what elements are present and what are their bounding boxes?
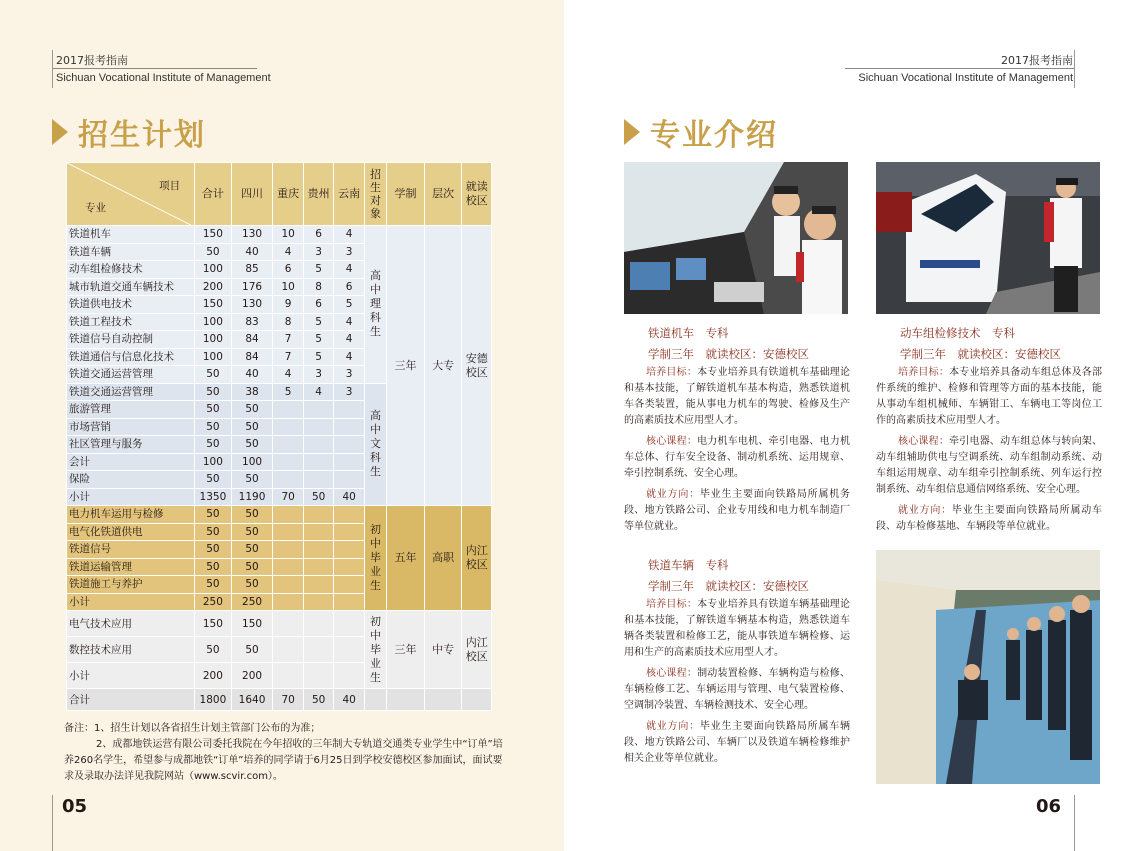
col-chongqing: 重庆 (273, 163, 304, 226)
header-side-rule (52, 50, 53, 88)
table-row: 铁道运输管理 50 50 (67, 558, 492, 576)
col-sichuan: 四川 (231, 163, 273, 226)
table-row: 铁道工程技术 100 83 8 5 4 (67, 313, 492, 331)
table-row-subtotal: 小计 250 250 (67, 593, 492, 611)
major-meta-rolling-stock: 学制三年 就读校区：安德校区 (648, 579, 809, 593)
page-number-left: 05 (62, 796, 88, 817)
header-divider (52, 68, 257, 69)
campus-neijiang-2: 内江校区 (462, 611, 492, 689)
years-3y: 三年 (387, 226, 425, 506)
campus-ande: 安德校区 (462, 226, 492, 506)
table-row-total: 合计 1800 1640 70 50 40 (67, 689, 492, 711)
right-page (564, 0, 1127, 851)
major-title-rolling-stock: 铁道车辆 专科 (648, 558, 729, 572)
header-institute-right: Sichuan Vocational Institute of Management (858, 72, 1073, 84)
header-side-rule-right (1074, 50, 1075, 88)
level-higher-vocational: 高职 (424, 506, 462, 611)
section-title-plan (52, 112, 206, 152)
section-title-majors (624, 112, 778, 152)
header-guide-title: 2017报考指南 (56, 54, 128, 67)
table-row: 会计 100 100 (67, 453, 492, 471)
major-desc-rolling-stock: 培养目标：本专业培养具有铁道车辆基础理论和基本技能，了解铁道车辆基本构造，熟悉铁道车辆各类装置和检修工艺，能从事铁道车辆检修、运用和生产的高素质技术应用型人才。 核心课程：制动装置检修、车辆构造与检修、车辆检修工艺、车辆运用与管理、电气装置检修、空调制冷装置、车辆检测技术、安全心理。 就业方向：毕业生主要面向铁路局所属车辆段、地方铁路公司、车辆厂以及铁道车辆检修维护相关企业等单位就业。 (624, 599, 851, 764)
table-header-row (67, 163, 492, 226)
table-row: 铁道交通运营管理 50 40 4 3 3 (67, 366, 492, 384)
table-row: 社区管理与服务 50 50 (67, 436, 492, 454)
table-row: 保险 50 50 (67, 471, 492, 489)
target-junior-2: 初中毕业生 (364, 611, 386, 689)
col-target: 招生对象 (364, 163, 386, 226)
table-row: 铁道施工与养护 50 50 (67, 576, 492, 594)
col-guizhou: 贵州 (303, 163, 334, 226)
campus-neijiang: 内江校区 (462, 506, 492, 611)
col-level: 层次 (424, 163, 462, 226)
table-row-subtotal: 小计 200 200 (67, 663, 492, 689)
table-row: 市场营销 50 50 (67, 418, 492, 436)
photo-train-inspection (876, 550, 1100, 784)
table-row: 铁道机车 150 130 10 6 4 高中理科生 三年 大专 安德校区 (67, 226, 492, 244)
col-yunnan: 云南 (334, 163, 365, 226)
years-3y-secondary: 三年 (387, 611, 425, 689)
footnote-2: 2、成都地铁运营有限公司委托我院在今年招收的三年制大专轨道交通类专业学生中“订单”培养260名学生，希望参与成都地铁“订单”培养的同学请于6月25日到学校安德校区参加面试，面试要求及录取办法详见我院网站（www.scvir.com）。 (64, 739, 503, 782)
level-college: 大专 (424, 226, 462, 506)
target-arts: 高中文科生 (364, 383, 386, 506)
col-total: 合计 (195, 163, 232, 226)
footnote (64, 721, 504, 785)
major-meta-locomotive: 学制三年 就读校区：安德校区 (648, 347, 809, 361)
header-item-label: 项目 (159, 180, 181, 192)
table-row: 电力机车运用与检修 50 50 初中毕业生 五年 高职 内江校区 (67, 506, 492, 524)
target-science: 高中理科生 (364, 226, 386, 384)
footer-side-rule (52, 795, 53, 851)
target-junior: 初中毕业生 (364, 506, 386, 611)
table-row: 旅游管理 50 50 (67, 401, 492, 419)
header-major-label: 专业 (85, 202, 106, 214)
header-institute: Sichuan Vocational Institute of Management (56, 72, 271, 84)
footer-side-rule-right (1074, 795, 1075, 851)
enrollment-plan-table (66, 162, 492, 711)
table-row-subtotal: 小计 1350 1190 70 50 40 (67, 488, 492, 506)
arrow-icon (624, 119, 640, 145)
major-title-emu: 动车组检修技术 专科 (900, 326, 1015, 340)
table-row: 铁道信号 50 50 (67, 541, 492, 559)
table-row: 城市轨道交通车辆技术 200 176 10 8 6 (67, 278, 492, 296)
table-row: 数控技术应用 50 50 (67, 637, 492, 663)
table-row: 铁道供电技术 150 130 9 6 5 (67, 296, 492, 314)
col-campus: 就读校区 (462, 163, 492, 226)
page-number-right: 06 (1035, 796, 1061, 817)
table-row: 铁道通信与信息化技术 100 84 7 5 4 (67, 348, 492, 366)
table-row: 动车组检修技术 100 85 6 5 4 (67, 261, 492, 279)
photo-locomotive-cab (624, 162, 848, 314)
table-row: 铁道交通运营管理 50 38 5 4 3 高中文科生 (67, 383, 492, 401)
col-years: 学制 (387, 163, 425, 226)
photo-high-speed-train (876, 162, 1100, 314)
major-desc-locomotive: 培养目标：本专业培养具有铁道机车基础理论和基本技能，了解铁道机车基本构造，熟悉铁道机车各类装置，能从事电力机车的驾驶、检修及生产的高素质技术应用型人才。 核心课程：电力机车电机、牵引电器、电力机车总体、行车安全设备、制动机系统、运用规章、牵引控制系统、安全心理。 就业方向：毕业生主要面向铁路局所属机务段、地方铁路公司、企业专用线和电力机车制造厂等单位就业。 (624, 367, 851, 532)
years-5y: 五年 (387, 506, 425, 611)
level-secondary: 中专 (424, 611, 462, 689)
diagonal-line (67, 163, 191, 225)
table-row: 铁道信号自动控制 100 84 7 5 4 (67, 331, 492, 349)
footnote-1: 备注：1、招生计划以各省招生计划主管部门公布的为准； (64, 723, 321, 734)
major-desc-emu: 培养目标：本专业培养具备动车组总体及各部件系统的维护、检修和管理等方面的基本技能，能从事动车组机械师、车辆钳工、车辆电工等岗位工作的高素质技术应用型人才。 核心课程：牵引电器、动车组总体与转向架、动车组辅助供电与空调系统、动车组制动系统、动车组运用规章、动车组牵引控制系统、列车运行控制系统、动车组信息通信网络系统、安全心理。 就业方向：毕业生主要面向铁路局所属动车段、动车检修基地、车辆段等单位就业。 (876, 367, 1103, 532)
header-divider-right (845, 68, 1075, 69)
section-title-text: 专业介绍 (650, 118, 778, 153)
arrow-icon (52, 119, 68, 145)
header-guide-title-right: 2017报考指南 (1001, 54, 1073, 67)
section-title-text: 招生计划 (78, 118, 206, 153)
table-row: 铁道车辆 50 40 4 3 3 (67, 243, 492, 261)
table-row: 电气化铁道供电 50 50 (67, 523, 492, 541)
major-title-locomotive: 铁道机车 专科 (648, 326, 729, 340)
table-row: 电气技术应用 150 150 初中毕业生 三年 中专 内江校区 (67, 611, 492, 637)
major-meta-emu: 学制三年 就读校区：安德校区 (900, 347, 1061, 361)
header-diagonal-cell (67, 163, 195, 226)
